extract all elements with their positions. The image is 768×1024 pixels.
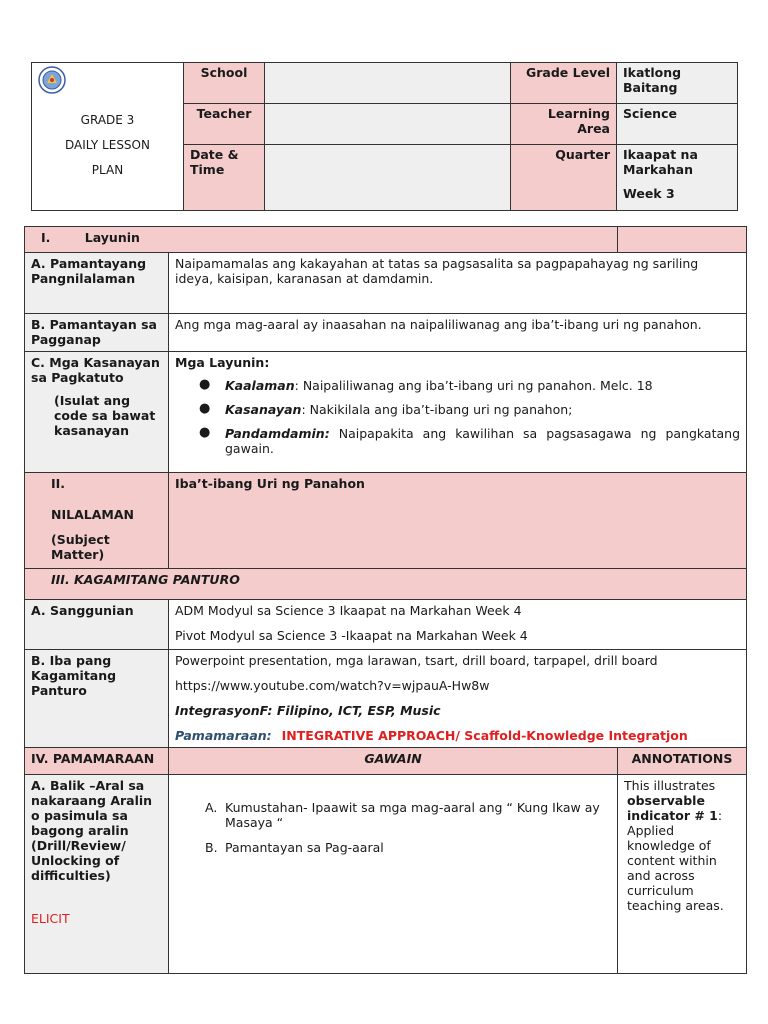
school-label: School (184, 63, 265, 104)
objectives-cell (169, 352, 747, 473)
annotation-indicator: observable indicator # 1 (627, 793, 718, 823)
teacher-label: Teacher (184, 104, 265, 145)
label-sanggunian: A. Sanggunian (25, 600, 169, 650)
row-balik-aral (25, 775, 747, 974)
objectives-list (175, 378, 740, 456)
section-1-num: I. (41, 230, 51, 245)
label-b: B. Pamantayan sa Pagganap (25, 314, 169, 352)
balik-aral-text: A. Balik –Aral sa nakaraang Aralin o pasimula sa bagong aralin (Drill/Review/ Unlocking of difficulties) (31, 778, 153, 883)
integration-text: IntegrasyonF: Filipino, ICT, ESP, Music (175, 703, 441, 718)
annotations-header: ANNOTATIONS (618, 748, 747, 775)
label-balik-aral (25, 775, 169, 974)
section-2-num: II. (51, 476, 66, 491)
school-value[interactable] (265, 63, 511, 104)
section-4-title: IV. PAMAMARAAN (25, 748, 169, 775)
steps-cell (169, 775, 618, 974)
annotation-cell (618, 775, 747, 974)
step-item: A. Kumustahan- Ipaawit sa mga mag-aaral ang “ Kung Ikaw ay Masaya “ (205, 800, 600, 830)
label-a: A. Pamantayang Pangnilalaman (25, 253, 169, 314)
sanggunian-1: ADM Modyul sa Science 3 Ikaapat na Markahan Week 4 (175, 603, 522, 618)
quarter-text: Ikaapat na Markahan (623, 147, 698, 177)
learning-area-label: Learning Area (511, 104, 617, 145)
title-line-3: PLAN (91, 163, 124, 177)
text-b: Ang mga mag-aaral ay inaasahan na naipaliliwanag ang iba’t-ibang uri ng panahon. (169, 314, 747, 352)
row-nilalaman (25, 473, 747, 569)
section-2-sub: (Subject Matter) (51, 532, 110, 562)
lesson-table (24, 226, 747, 974)
section-2-label (25, 473, 169, 569)
materials-text: Powerpoint presentation, mga larawan, tsart, drill board, tarpapel, drill board (175, 653, 658, 668)
annotation-intro: This illustrates (624, 778, 716, 793)
section-1-title: Layunin (84, 230, 140, 245)
iba-pang-cell (169, 650, 747, 748)
quarter-label: Quarter (511, 145, 617, 211)
plan-title (32, 63, 184, 211)
row-pamantayang-pangnilalaman (25, 253, 747, 314)
row-layunin (25, 227, 747, 253)
row-iba-pang-kagamitan (25, 650, 747, 748)
section-3-title: III. KAGAMITANG PANTURO (25, 569, 747, 600)
row-kasanayan (25, 352, 747, 473)
section-2-title: NILALAMAN (51, 507, 134, 522)
header-table (31, 62, 738, 211)
date-time-label: Date & Time (184, 145, 265, 211)
row-pamamaraan-header (25, 748, 747, 775)
annotation-desc: : Applied knowledge of content within and across curriculum teaching areas. (627, 808, 724, 913)
date-time-value[interactable] (265, 145, 511, 211)
elicit-label: ELICIT (31, 911, 70, 926)
step-item: B. Pamantayan sa Pag-aaral (205, 840, 384, 855)
grade-level-value: Ikatlong Baitang (617, 63, 738, 104)
approach-value: INTEGRATIVE APPROACH/ Scaffold-Knowledge Integratjon (281, 728, 688, 743)
title-line-2: DAILY LESSON (65, 138, 150, 152)
teacher-value[interactable] (265, 104, 511, 145)
section-1-extra (618, 227, 747, 253)
quarter-value (617, 145, 738, 211)
learning-area-value: Science (617, 104, 738, 145)
approach-line (175, 728, 740, 743)
objective-item: ● Kaalaman: Naipaliliwanag ang iba’t-ibang uri ng panahon. Melc. 18 (199, 378, 740, 393)
label-iba-pang: B. Iba pang Kagamitang Panturo (25, 650, 169, 748)
objective-item: ● Pandamdamin: Naipapakita ang kawilihan sa pagsasagawa ng pangkatang gawain. (199, 426, 740, 456)
deped-seal-icon (38, 66, 66, 94)
section-2-text: Iba’t-ibang Uri ng Panahon (169, 473, 747, 569)
section-1-heading (25, 227, 618, 253)
approach-label: Pamamaraan: (175, 728, 272, 743)
sanggunian-2: Pivot Modyul sa Science 3 -Ikaapat na Markahan Week 4 (175, 628, 528, 643)
sanggunian-cell (169, 600, 747, 650)
label-c-title: C. Mga Kasanayan sa Pagkatuto (31, 355, 160, 385)
gawain-header: GAWAIN (169, 748, 618, 775)
row-pamantayan-pagganap (25, 314, 747, 352)
title-line-1: GRADE 3 (80, 113, 135, 127)
text-a: Naipamamalas ang kakayahan at tatas sa pagsasalita sa pagpapahayag ng sariling ideya, kaisipan, karanasan at damdamin. (169, 253, 747, 314)
label-c (25, 352, 169, 473)
youtube-link[interactable]: https://www.youtube.com/watch?v=wjpauA-Hw8w (175, 678, 490, 693)
week-text: Week 3 (623, 186, 675, 201)
row-kagamitang (25, 569, 747, 600)
label-c-note: (Isulat ang code sa bawat kasanayan (54, 393, 156, 438)
grade-level-label: Grade Level (511, 63, 617, 104)
steps-list (205, 800, 611, 855)
objective-item: ● Kasanayan: Nakikilala ang iba’t-ibang uri ng panahon; (199, 402, 740, 417)
objectives-heading: Mga Layunin: (175, 355, 270, 370)
row-sanggunian (25, 600, 747, 650)
